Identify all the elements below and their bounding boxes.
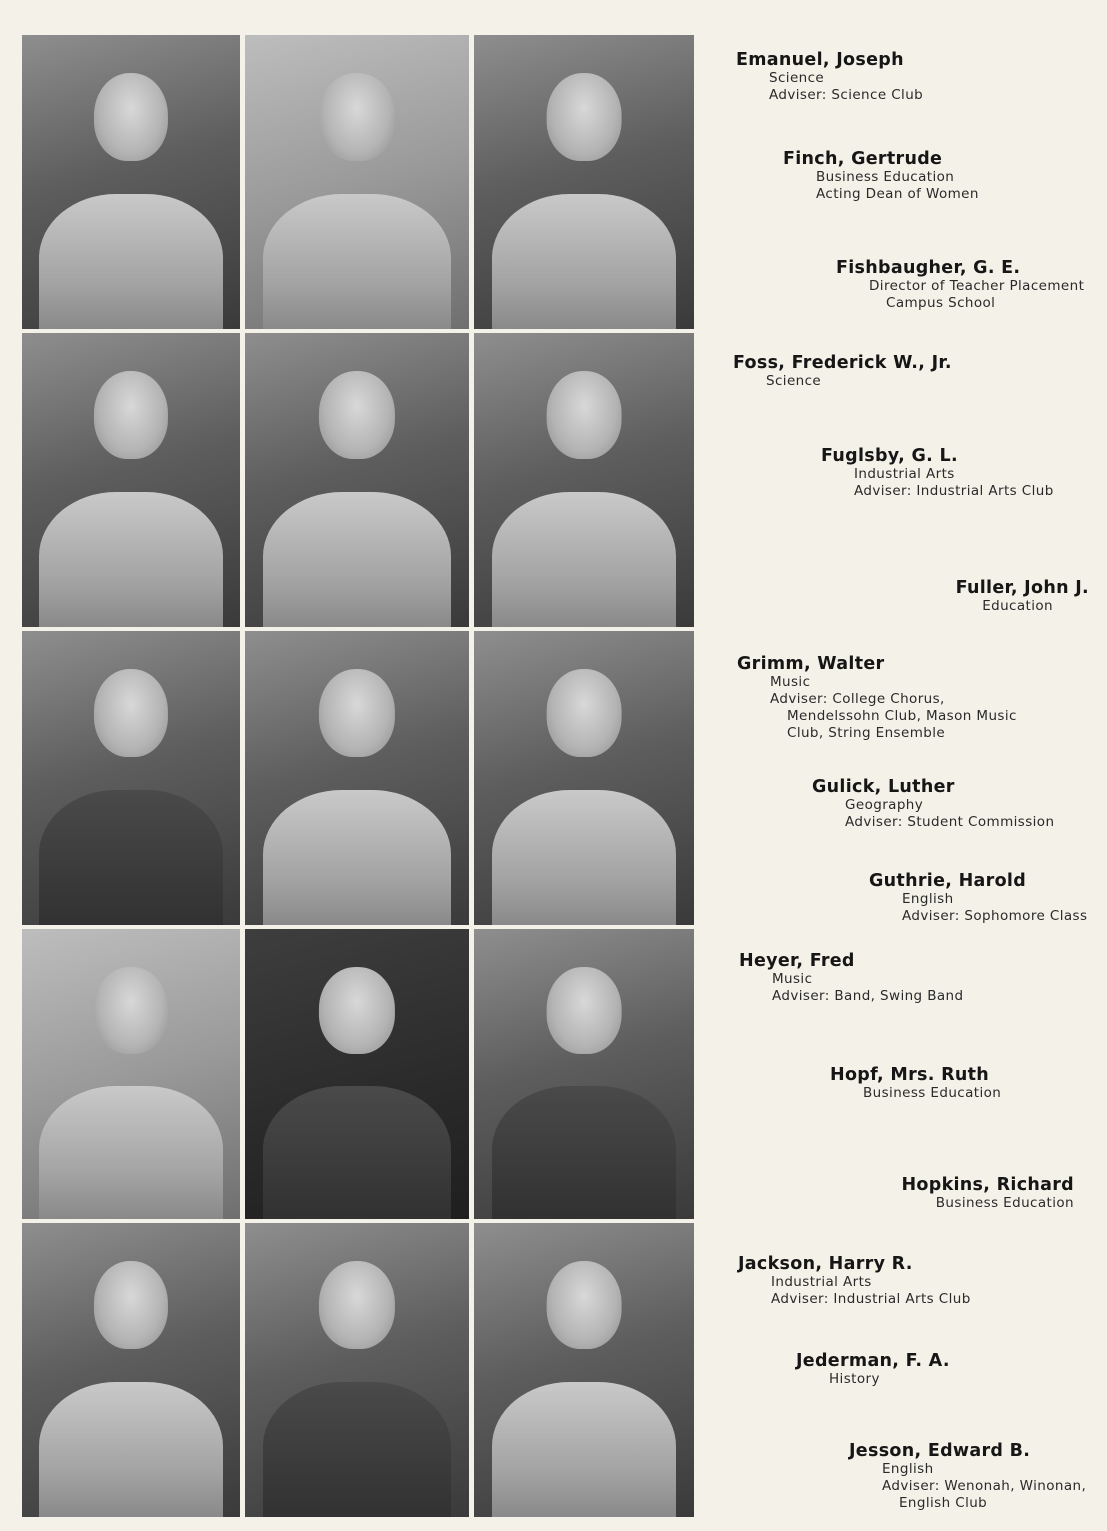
faculty-department: Director of Teacher Placement: [869, 278, 1085, 294]
faculty-name: Hopf, Mrs. Ruth: [830, 1065, 990, 1085]
faculty-department: History: [829, 1371, 880, 1387]
faculty-department: Science: [766, 373, 822, 389]
faculty-department: Business Education: [935, 1195, 1074, 1211]
portrait-photo: [22, 333, 240, 627]
faculty-entry: [733, 353, 952, 390]
faculty-adviser-cont: Mendelssohn Club, Mason Music: [787, 708, 1017, 724]
portrait-photo: [22, 631, 240, 925]
faculty-entry: [796, 1351, 950, 1388]
faculty-entry: [812, 777, 1054, 831]
portrait-photo: [22, 1223, 240, 1517]
faculty-entry: [739, 951, 963, 1005]
faculty-entry: [849, 1441, 1086, 1512]
faculty-adviser-cont: Club, String Ensemble: [787, 725, 946, 741]
faculty-name: Gulick, Luther: [812, 777, 955, 797]
faculty-name: Hopkins, Richard: [901, 1175, 1074, 1195]
faculty-name: Heyer, Fred: [739, 951, 855, 971]
portrait-photo: [474, 1223, 694, 1517]
faculty-department: Business Education: [863, 1085, 1002, 1101]
faculty-name: Fuglsby, G. L.: [821, 446, 958, 466]
faculty-adviser: Adviser: College Chorus,: [770, 691, 945, 707]
faculty-name: Grimm, Walter: [737, 654, 885, 674]
faculty-adviser: Adviser: Industrial Arts Club: [854, 483, 1054, 499]
portrait-photo: [245, 333, 469, 627]
faculty-department: Business Education: [816, 169, 955, 185]
faculty-name: Fishbaugher, G. E.: [836, 258, 1021, 278]
faculty-name: Guthrie, Harold: [869, 871, 1027, 891]
faculty-entry: [783, 149, 979, 203]
portrait-photo: [245, 35, 469, 329]
faculty-entry: [836, 258, 1084, 312]
faculty-photo-grid: [22, 35, 694, 1525]
faculty-name: Foss, Frederick W., Jr.: [733, 353, 952, 373]
faculty-adviser: Acting Dean of Women: [816, 186, 979, 202]
faculty-name: Fuller, John J.: [955, 578, 1089, 598]
faculty-entry: [737, 654, 1017, 742]
faculty-name: Jackson, Harry R.: [738, 1254, 913, 1274]
faculty-department: Music: [772, 971, 813, 987]
faculty-department: English: [902, 891, 954, 907]
portrait-photo: [474, 35, 694, 329]
faculty-department: Music: [770, 674, 811, 690]
faculty-entry: [736, 50, 923, 104]
faculty-adviser: Campus School: [886, 295, 996, 311]
faculty-name: Jesson, Edward B.: [849, 1441, 1031, 1461]
faculty-adviser: Adviser: Student Commission: [845, 814, 1055, 830]
faculty-adviser-cont: English Club: [899, 1495, 988, 1511]
faculty-adviser: Adviser: Science Club: [769, 87, 924, 103]
faculty-department: Science: [769, 70, 825, 86]
faculty-entry: [738, 1254, 971, 1308]
faculty-adviser: Adviser: Sophomore Class: [902, 908, 1088, 924]
portrait-photo: [22, 929, 240, 1219]
portrait-photo: [245, 929, 469, 1219]
faculty-adviser: Adviser: Wenonah, Winonan,: [882, 1478, 1087, 1494]
faculty-entry: [956, 578, 1089, 615]
faculty-name: Finch, Gertrude: [783, 149, 943, 169]
faculty-adviser: Adviser: Band, Swing Band: [772, 988, 964, 1004]
portrait-photo: [474, 631, 694, 925]
faculty-department: Industrial Arts: [771, 1274, 872, 1290]
portrait-photo: [474, 929, 694, 1219]
portrait-photo: [245, 1223, 469, 1517]
faculty-name: Jederman, F. A.: [796, 1351, 950, 1371]
portrait-photo: [245, 631, 469, 925]
portrait-photo: [22, 35, 240, 329]
faculty-entry: [830, 1065, 1001, 1102]
faculty-department: English: [882, 1461, 934, 1477]
faculty-entry: [821, 446, 1054, 500]
faculty-entry: [869, 871, 1087, 925]
faculty-department: Geography: [845, 797, 924, 813]
faculty-entry: [901, 1175, 1074, 1212]
faculty-name: Emanuel, Joseph: [736, 50, 904, 70]
faculty-department: Education: [982, 598, 1053, 614]
faculty-adviser: Adviser: Industrial Arts Club: [771, 1291, 971, 1307]
faculty-department: Industrial Arts: [854, 466, 955, 482]
portrait-photo: [474, 333, 694, 627]
